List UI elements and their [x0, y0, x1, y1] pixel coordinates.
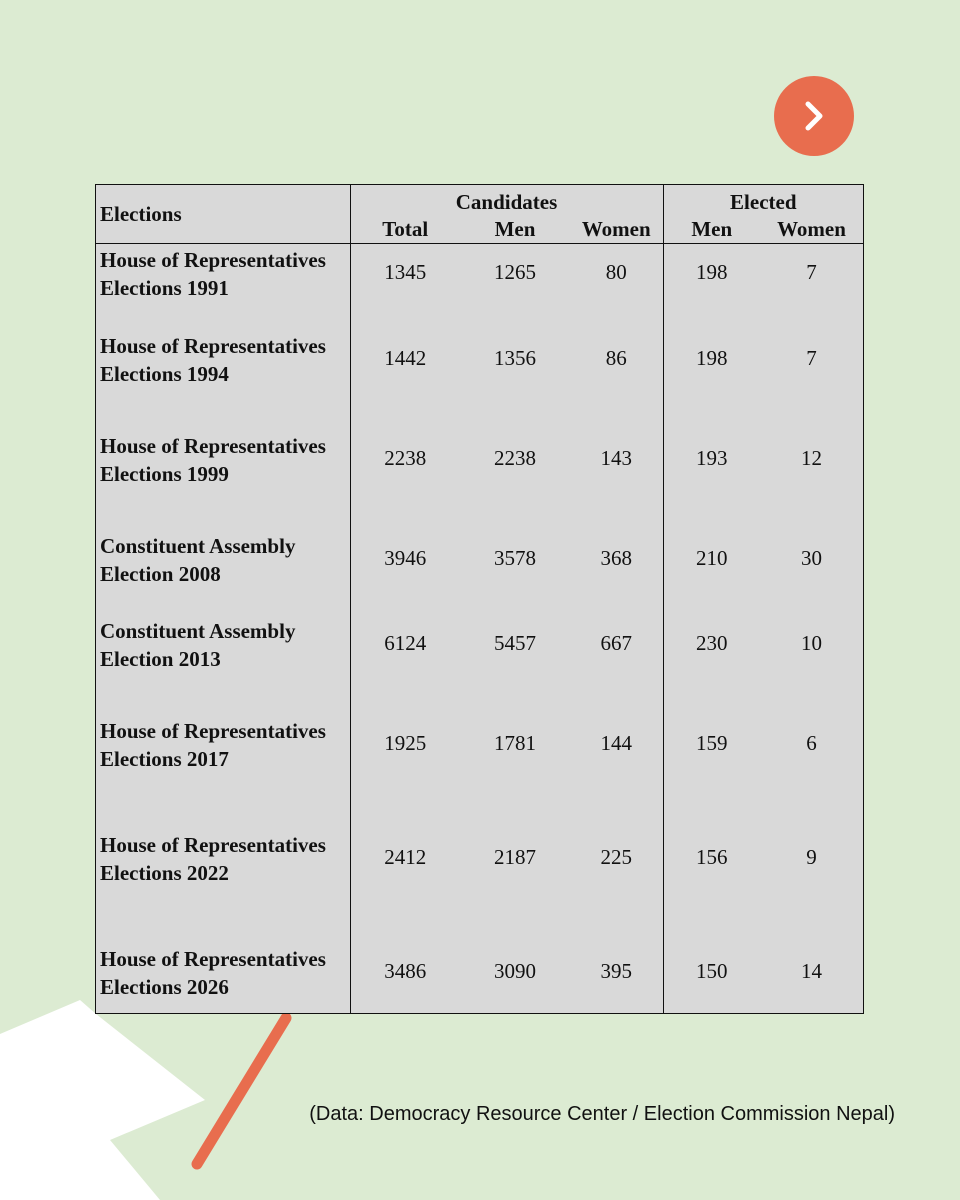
table-row: [96, 615, 863, 715]
election-name-line1: House of Representatives: [100, 433, 326, 458]
elected-men: 150: [696, 958, 728, 983]
candidates-women: 144: [600, 730, 632, 755]
table-row: [96, 244, 863, 330]
table-row: [96, 829, 863, 943]
elected-women: 7: [806, 260, 817, 284]
elected-men: 198: [696, 260, 728, 284]
header-elected-women: Women: [760, 215, 863, 244]
table-row: [96, 715, 863, 829]
election-name-line1: House of Representatives: [100, 946, 326, 971]
candidates-men: 3578: [494, 545, 536, 570]
candidates-men: 1265: [494, 260, 536, 284]
total-candidates: 2238: [384, 445, 427, 470]
election-name-line1: Constituent Assembly: [100, 618, 296, 643]
candidates-women: 368: [600, 545, 632, 570]
header-candidates-women: Women: [570, 215, 663, 244]
header-elected-men: Men: [663, 215, 760, 244]
election-name-line1: House of Representatives: [100, 333, 326, 358]
candidates-women: 80: [605, 260, 627, 284]
candidates-men: 1356: [494, 345, 536, 370]
candidates-men: 1781: [494, 730, 536, 755]
table-header: [96, 185, 863, 244]
candidates-men: 3090: [494, 958, 536, 983]
total-candidates: 1442: [384, 345, 427, 370]
total-candidates: 3946: [384, 545, 427, 570]
election-name-line2: Elections 1991: [100, 276, 229, 300]
candidates-women: 86: [605, 345, 627, 370]
elected-men: 230: [696, 630, 728, 655]
elected-women: 14: [801, 958, 823, 983]
candidates-women: 395: [600, 958, 632, 983]
election-name-line2: Elections 2017: [100, 746, 229, 771]
elected-men: 159: [696, 730, 728, 755]
white-paper-shape: [0, 1000, 205, 1200]
chevron-right-icon: [796, 98, 832, 134]
total-candidates: 1345: [384, 260, 427, 284]
elected-men: 198: [696, 345, 728, 370]
elected-men: 156: [696, 844, 728, 869]
election-name-line2: Elections 2026: [100, 974, 229, 999]
elected-women: 6: [806, 730, 817, 755]
election-name-line1: House of Representatives: [100, 832, 326, 857]
election-name-line2: Elections 1999: [100, 461, 229, 486]
total-candidates: 6124: [384, 630, 427, 655]
header-elected: Elected: [663, 185, 863, 215]
total-candidates: 2412: [384, 844, 427, 869]
table-row: [96, 943, 863, 1014]
candidates-men: 2187: [494, 844, 536, 869]
candidates-women: 225: [600, 844, 632, 869]
election-name-line2: Election 2008: [100, 561, 221, 586]
elected-women: 30: [801, 545, 823, 570]
candidates-women: 143: [600, 445, 632, 470]
table-row: [96, 330, 863, 430]
election-name-line2: Elections 2022: [100, 860, 229, 885]
table-row: [96, 530, 863, 615]
elected-women: 9: [806, 844, 817, 869]
total-candidates: 3486: [384, 958, 427, 983]
header-total: Total: [350, 215, 460, 244]
election-table: [96, 185, 863, 1013]
header-elections: Elections: [96, 185, 350, 244]
total-candidates: 1925: [384, 730, 427, 755]
table-row: [96, 430, 863, 530]
candidates-men: 5457: [494, 630, 536, 655]
candidates-women: 667: [600, 630, 632, 655]
election-name-line2: Elections 1994: [100, 361, 229, 386]
candidates-men: 2238: [494, 445, 536, 470]
election-name-line1: House of Representatives: [100, 718, 326, 743]
election-name-line1: House of Representatives: [100, 248, 326, 272]
source-caption: (Data: Democracy Resource Center / Election Commission Nepal): [309, 1103, 895, 1125]
election-name-line2: Election 2013: [100, 646, 221, 671]
elected-men: 210: [696, 545, 728, 570]
elected-women: 7: [806, 345, 817, 370]
elected-men: 193: [696, 445, 728, 470]
next-button[interactable]: [774, 76, 854, 156]
orange-pencil-stroke: [197, 1018, 286, 1164]
elected-women: 10: [801, 630, 823, 655]
election-name-line1: Constituent Assembly: [100, 533, 296, 558]
elected-women: 12: [801, 445, 823, 470]
header-candidates-men: Men: [460, 215, 570, 244]
header-candidates: Candidates: [350, 185, 663, 215]
